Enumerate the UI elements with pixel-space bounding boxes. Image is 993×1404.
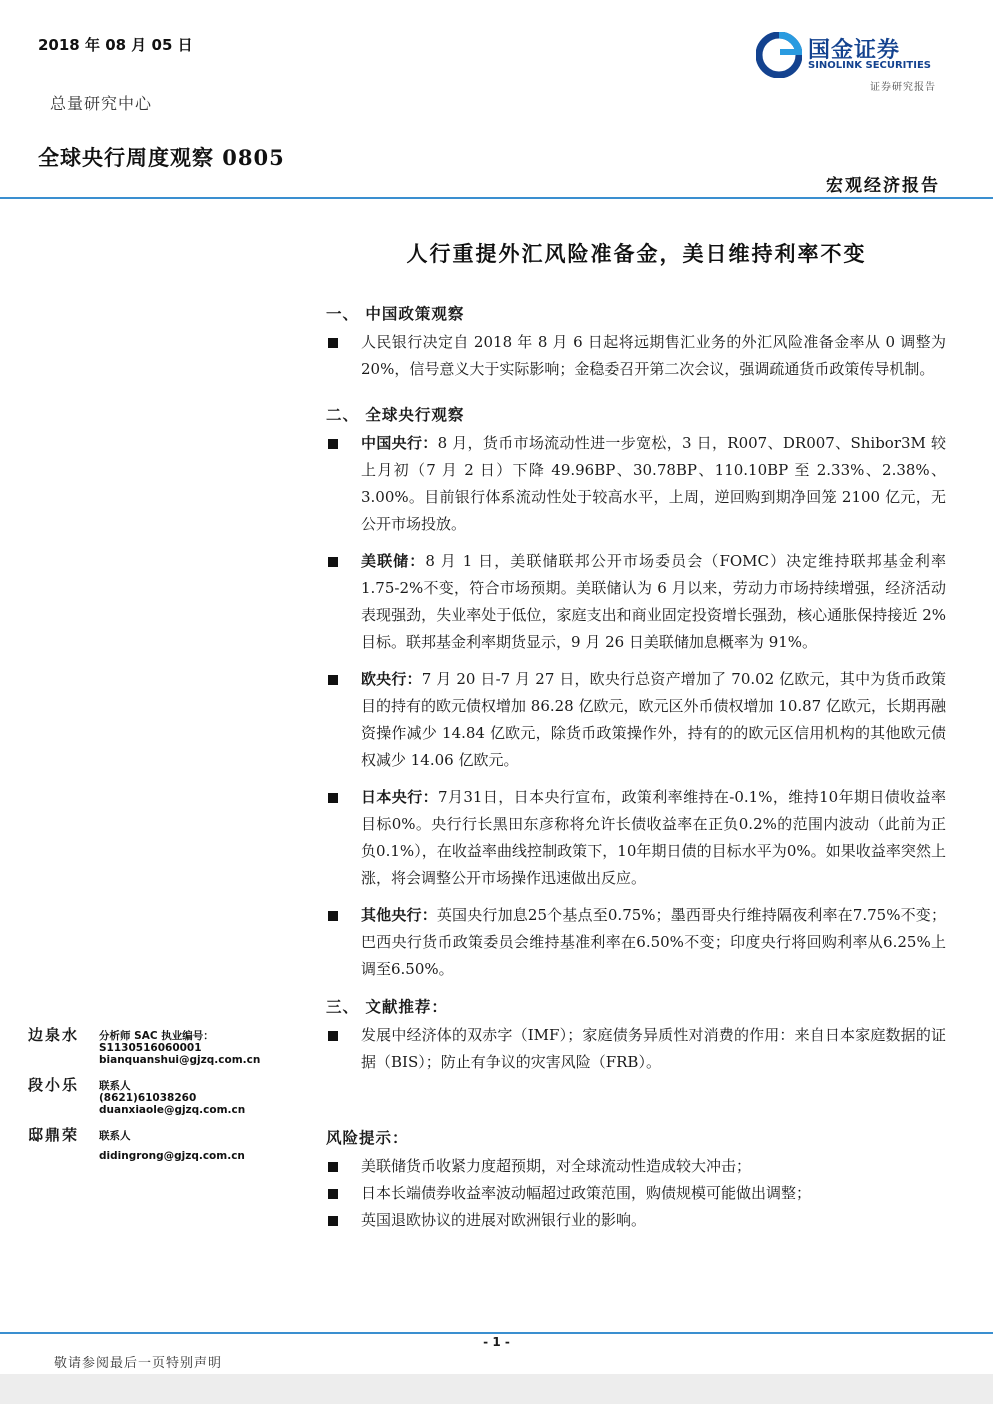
section-title-global-central-banks: 二、 全球央行观察 [326, 405, 465, 424]
author-name: 邸鼎荣 [28, 1126, 80, 1144]
item-label: 欧央行： [361, 670, 422, 688]
square-bullet-icon [328, 1216, 338, 1226]
square-bullet-icon [328, 1162, 338, 1172]
footer-bar [0, 1374, 993, 1404]
square-bullet-icon [328, 439, 338, 449]
report-date: 2018 年 08 月 05 日 [38, 36, 193, 54]
logo-chinese-name: 国金证券 [808, 38, 901, 63]
report-category: 宏观经济报告 [826, 176, 940, 196]
item-text: 8 月，货币市场流动性进一步宽松，3 日，R007、DR007、Shibor3M 较上月初（7 月 2 日）下降 49.96BP、30.78BP、110.10BP 至 2.33%、2.38%、3.00%。目前银行体系流动性处于较高水平，上周，逆回购到期净回笼 2100 亿元，无公开市场投放。 [361, 434, 946, 533]
author-role: 分析师 SAC 执业编号：S1130516060001 [99, 1030, 214, 1054]
author-info [99, 1030, 308, 1066]
square-bullet-icon [328, 557, 338, 567]
author-entry [28, 1074, 308, 1120]
logo-subtitle: 证券研究报告 [870, 82, 936, 93]
square-bullet-icon [328, 793, 338, 803]
list-item [326, 1153, 946, 1180]
item-label: 其他央行： [361, 906, 437, 924]
author-entry [28, 1124, 308, 1170]
square-bullet-icon [328, 1189, 338, 1199]
report-headline: 人行重提外汇风险准备金，美日维持利率不变 [406, 241, 867, 266]
logo-mark-icon [756, 32, 802, 78]
list-item [326, 548, 946, 656]
series-title: 全球央行周度观察 0805 [38, 145, 285, 170]
author-role: 联系人 [99, 1080, 131, 1092]
list-item [326, 1207, 946, 1234]
section-title-risk: 风险提示： [326, 1128, 409, 1147]
author-email: bianquanshui@gjzq.com.cn [99, 1054, 261, 1066]
disclaimer-text: 敬请参阅最后一页特别声明 [54, 1356, 223, 1371]
company-logo [756, 32, 946, 96]
author-name: 段小乐 [28, 1076, 80, 1094]
page-number: - 1 - [483, 1335, 510, 1349]
author-role: 联系人 [99, 1130, 131, 1142]
item-text: 英国退欧协议的进展对欧洲银行业的影响。 [361, 1211, 647, 1229]
item-text: 发展中经济体的双赤字（IMF）；家庭债务异质性对消费的作用：来自日本家庭数据的证据（BIS）；防止有争议的灾害风险（FRB）。 [361, 1026, 946, 1071]
author-email: didingrong@gjzq.com.cn [99, 1150, 245, 1162]
list-item [326, 666, 946, 774]
header-divider [0, 197, 993, 199]
item-text: 英国央行加息25个基点至0.75%；墨西哥央行维持隔夜利率在7.75%不变；巴西央行货币政策委员会维持基准利率在6.50%不变；印度央行将回购利率从6.25%上调至6.50%。 [361, 906, 946, 978]
square-bullet-icon [328, 911, 338, 921]
item-text: 人民银行决定自 2018 年 8 月 6 日起将远期售汇业务的外汇风险准备金率从 0 调整为 20%，信号意义大于实际影响；金稳委召开第二次会议，强调疏通货币政策传导机制。 [361, 333, 946, 378]
item-text: 7 月 20 日-7 月 27 日，欧央行总资产增加了 70.02 亿欧元，其中为货币政策目的持有的欧元债权增加 86.28 亿欧元，欧元区外币债权增加 10.87 亿欧元，长期再融资操作减少 14.84 亿欧元，除货币政策操作外，持有的的欧元区信用机构的其他欧元债权减少 14.06 亿欧元。 [361, 670, 946, 769]
author-name: 边泉水 [28, 1026, 80, 1044]
author-info [99, 1080, 245, 1116]
list-item [326, 329, 946, 383]
author-phone: (8621)61038260 [99, 1092, 197, 1104]
square-bullet-icon [328, 675, 338, 685]
list-item [326, 784, 946, 892]
item-text: 8 月 1 日，美联储联邦公开市场委员会（FOMC）决定维持联邦基金利率 1.75-2%不变，符合市场预期。美联储认为 6 月以来，劳动力市场持续增强，经济活动表现强劲，失业率处于低位，家庭支出和商业固定投资增长强劲，核心通胀保持接近 2%目标。联邦基金利率期货显示，9 月 26 日美联储加息概率为 91%。 [361, 552, 946, 651]
item-label: 中国央行： [361, 434, 438, 452]
logo-english-name: SINOLINK SECURITIES [808, 60, 931, 71]
department-label: 总量研究中心 [50, 94, 153, 113]
item-label: 日本央行： [361, 788, 439, 806]
author-entry [28, 1024, 308, 1070]
footer-divider [0, 1332, 993, 1334]
item-text: 7月31日，日本央行宣布，政策利率维持在-0.1%，维持10年期日债收益率目标0%。央行行长黑田东彦称将允许长债收益率在正负0.2%的范围内波动（此前为正负0.1%），在收益率曲线控制政策下，10年期日债的目标水平为0%。如果收益率突然上涨，将会调整公开市场操作迅速做出反应。 [361, 788, 946, 887]
list-item [326, 902, 946, 983]
item-label: 美联储： [361, 552, 426, 570]
section-title-literature: 三、 文献推荐： [326, 997, 448, 1016]
section-title-china-policy: 一、 中国政策观察 [326, 304, 465, 323]
author-info [99, 1130, 245, 1162]
square-bullet-icon [328, 1031, 338, 1041]
item-text: 美联储货币收紧力度超预期，对全球流动性造成较大冲击； [361, 1157, 752, 1175]
item-text: 日本长端债券收益率波动幅超过政策范围，购债规模可能做出调整； [361, 1184, 812, 1202]
main-content [326, 300, 946, 1234]
list-item [326, 1022, 946, 1076]
list-item [326, 1180, 946, 1207]
list-item [326, 430, 946, 538]
author-email: duanxiaole@gjzq.com.cn [99, 1104, 246, 1116]
author-list [28, 1024, 308, 1174]
square-bullet-icon [328, 338, 338, 348]
